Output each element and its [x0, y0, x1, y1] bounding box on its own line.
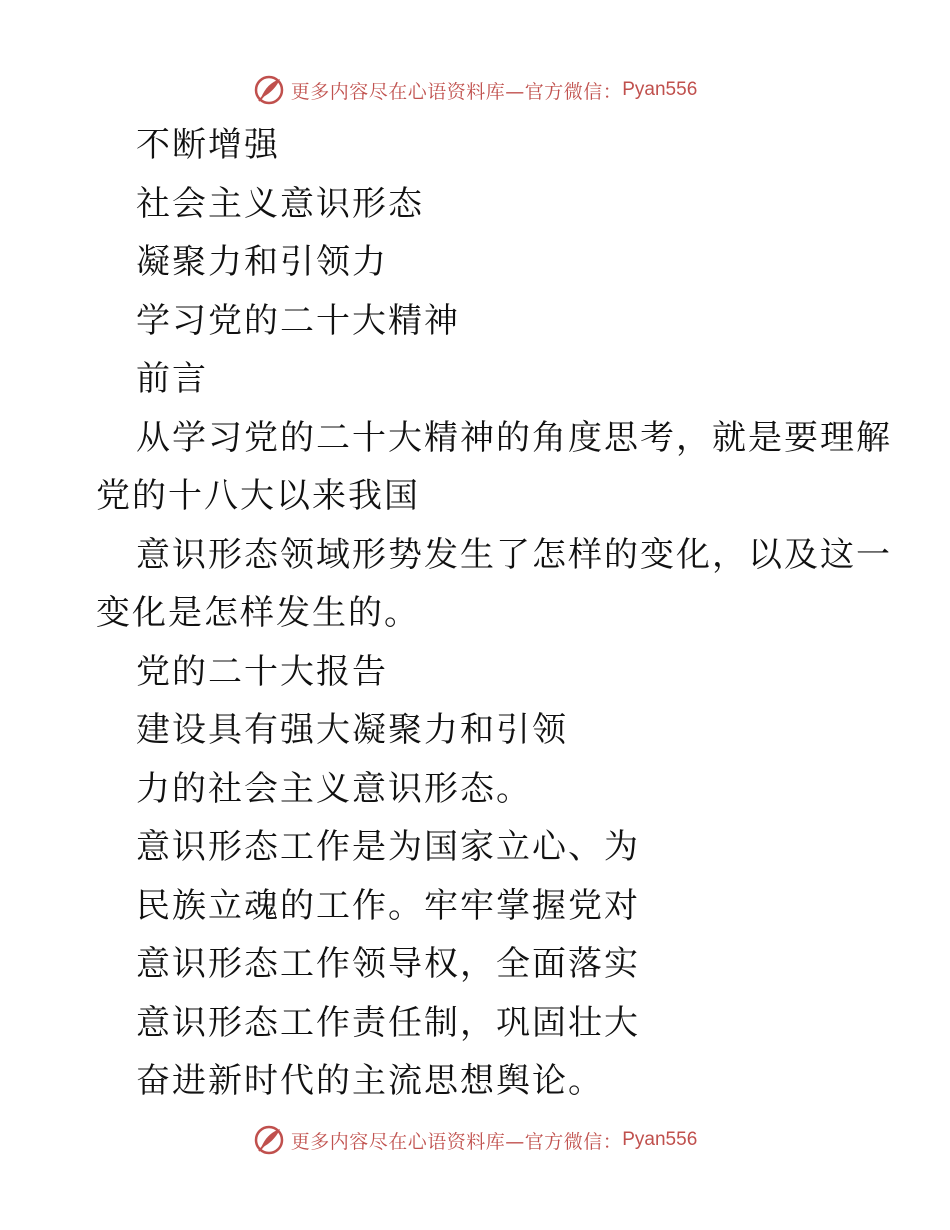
feather-pen-seal-icon [253, 1124, 285, 1156]
text-line: 意识形态工作领导权，全面落实 [136, 944, 640, 984]
text-line: 奋进新时代的主流思想舆论。 [136, 1061, 604, 1101]
text-line: 民族立魂的工作。牢牢掌握党对 [136, 885, 640, 926]
text-line: 建设具有强大凝聚力和引领 [136, 710, 568, 750]
text-line: 意识形态工作责任制，巩固壮大 [136, 1002, 640, 1043]
text-line: 学习党的二十大精神 [136, 300, 460, 341]
feather-pen-seal-icon [253, 74, 285, 106]
watermark-account: Pyan556 [622, 1129, 698, 1150]
text-line: 凝聚力和引领力 [136, 242, 388, 282]
text-line: 意识形态领域形势发生了怎样的变化，以及这一 [136, 534, 892, 575]
footer-watermark [0, 1120, 950, 1160]
text-line: 力的社会主义意识形态。 [136, 768, 532, 809]
text-line: 不断增强 [136, 125, 280, 165]
watermark-account: Pyan556 [622, 79, 698, 100]
watermark-text: 更多内容尽在心语资料库—官方微信： [290, 80, 623, 103]
text-line: 党的十八大以来我国 [96, 476, 420, 516]
text-line: 前言 [136, 359, 208, 399]
header-watermark [0, 70, 950, 110]
watermark-text: 更多内容尽在心语资料库—官方微信： [290, 1130, 623, 1153]
text-line: 从学习党的二十大精神的角度思考，就是要理解 [136, 417, 892, 458]
document-body [96, 116, 892, 1111]
text-line: 社会主义意识形态 [136, 183, 424, 224]
text-line: 变化是怎样发生的。 [96, 593, 420, 633]
text-line: 意识形态工作是为国家立心、为 [136, 827, 640, 867]
text-line: 党的二十大报告 [136, 651, 388, 692]
